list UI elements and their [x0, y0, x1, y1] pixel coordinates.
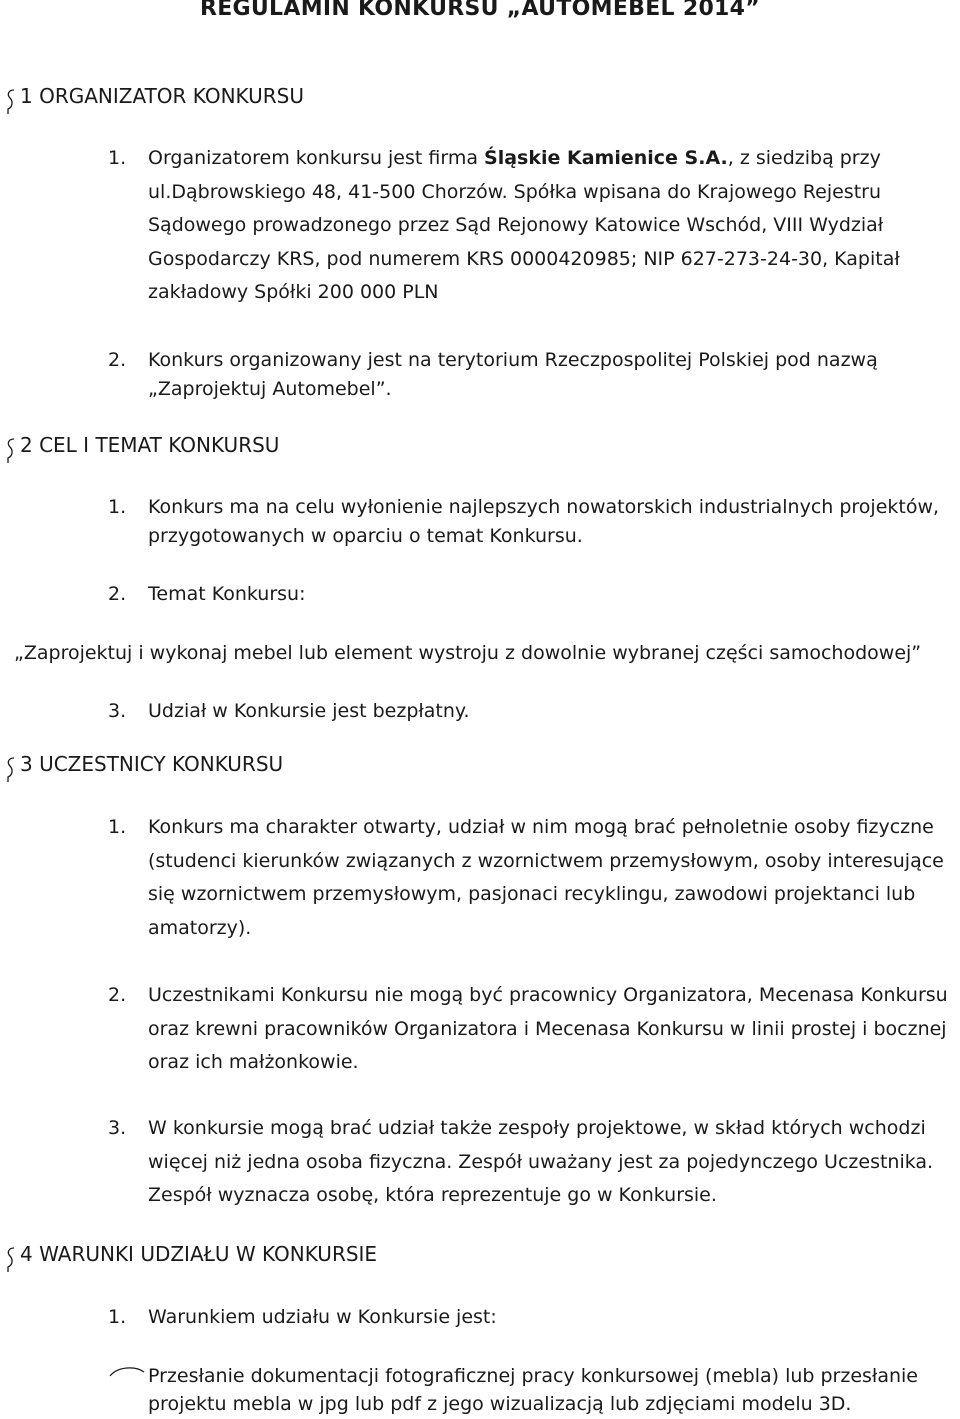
section-heading-conditions	[4, 1242, 377, 1275]
list-item	[108, 1362, 948, 1418]
item-text: Konkurs ma charakter otwarty, udział w nim mogą brać pełnoletnie osoby fizyczne (studenci kierunków związanych z wzornictwem przemysłowym, osoby interesujące się wzornictwem przemysłowym, pasjonaci recyklingu, zawodowi projektanci lub amatorzy).	[148, 816, 944, 939]
list-item	[108, 493, 948, 551]
list-item	[108, 1301, 948, 1335]
section-mark-icon	[4, 1245, 18, 1275]
section-heading-text: 1 ORGANIZATOR KONKURSU	[20, 84, 304, 108]
item-number: 3.	[108, 700, 127, 722]
item-text: Temat Konkursu:	[148, 583, 306, 605]
item-text: Organizatorem konkursu jest firma Śląskie Kamienice S.A., z siedzibą przy ul.Dąbrowskiego 48, 41-500 Chorzów. Spółka wpisana do Krajowego Rejestru Sądowego prowadzonego przez Sąd Rejonowy Katowice Wschód, VIII Wydział Gospodarczy KRS, pod numerem KRS 0000420985; NIP 627-273-24-30, Kapitał zakładowy Spółki 200 000 PLN	[148, 147, 900, 303]
section-heading-organizer	[4, 84, 304, 117]
item-number: 2.	[108, 583, 127, 605]
contest-theme-quote: „Zaprojektuj i wykonaj mebel lub element wystroju z dowolnie wybranej części samochodowej”	[14, 642, 922, 664]
list-item	[108, 346, 948, 404]
item-text: Konkurs ma na celu wyłonienie najlepszych nowatorskich industrialnych projektów, przygotowanych w oparciu o temat Konkursu.	[148, 496, 940, 547]
section-heading-text: 2 CEL I TEMAT KONKURSU	[20, 433, 280, 457]
item-number: 1.	[108, 816, 127, 838]
company-name: Śląskie Kamienice S.A.	[484, 147, 728, 169]
item-number: 2.	[108, 984, 127, 1006]
list-item	[108, 695, 948, 729]
section-mark-icon	[4, 87, 18, 117]
section-heading-text: 3 UCZESTNICY KONKURSU	[20, 752, 284, 776]
item-number: 1.	[108, 496, 127, 518]
item-text: Udział w Konkursie jest bezpłatny.	[148, 700, 470, 722]
list-item	[108, 979, 948, 1080]
document-title: REGULAMIN KONKURSU „AUTOMEBEL 2014”	[199, 0, 761, 21]
bullet-arc-icon	[108, 1364, 146, 1378]
item-number: 3.	[108, 1117, 127, 1139]
list-item	[108, 811, 948, 945]
item-number: 1.	[108, 147, 127, 169]
section-heading-goal	[4, 433, 279, 466]
item-text: Warunkiem udziału w Konkursie jest:	[148, 1306, 497, 1328]
section-heading-text: 4 WARUNKI UDZIAŁU W KONKURSIE	[20, 1242, 378, 1266]
section-heading-participants	[4, 752, 283, 785]
item-number: 2.	[108, 349, 127, 371]
item-text: Konkurs organizowany jest na terytorium Rzeczpospolitej Polskiej pod nazwą „Zaprojektuj Automebel”.	[148, 349, 878, 400]
list-item	[108, 578, 948, 612]
item-text: Przesłanie dokumentacji fotograficznej pracy konkursowej (mebla) lub przesłanie projektu mebla w jpg lub pdf z jego wizualizacją lub zdjęciami modelu 3D.	[148, 1365, 918, 1415]
item-text: Uczestnikami Konkursu nie mogą być pracownicy Organizatora, Mecenasa Konkursu oraz krewni pracowników Organizatora i Mecenasa Konkursu w linii prostej i bocznej oraz ich małżonkowie.	[148, 984, 948, 1073]
section-mark-icon	[4, 436, 18, 466]
section-mark-icon	[4, 755, 18, 785]
list-item	[108, 142, 948, 310]
list-item	[108, 1112, 948, 1213]
item-number: 1.	[108, 1306, 127, 1328]
item-text: W konkursie mogą brać udział także zespoły projektowe, w skład których wchodzi więcej niż jedna osoba fizyczna. Zespół uważany jest za pojedynczego Uczestnika. Zespół wyznacza osobę, która reprezentuje go w Konkursie.	[148, 1117, 934, 1206]
